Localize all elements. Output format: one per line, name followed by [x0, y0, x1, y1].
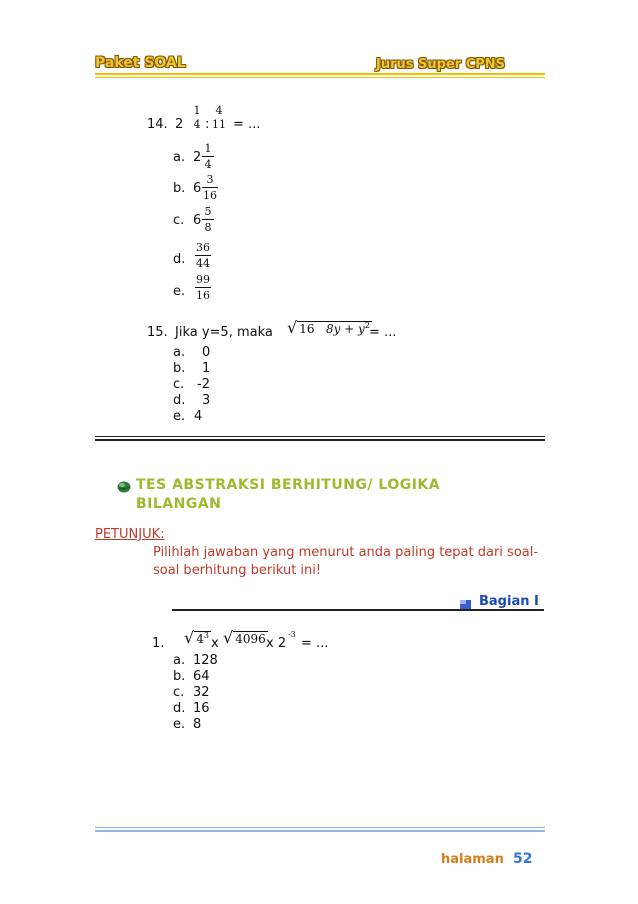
q14-option-b-fraction — [202, 173, 218, 202]
q15-option-c-value: -2 — [197, 377, 210, 392]
sqrt-symbol: √ — [287, 318, 298, 337]
q14-option-c-fraction — [202, 205, 214, 234]
q15-radical — [287, 318, 372, 337]
q1-times-1: x — [211, 636, 219, 651]
q1-equals: = ... — [301, 636, 329, 651]
q15-option-d-value: 3 — [202, 393, 211, 408]
instruction-line-1: Pilihlah jawaban yang menurut anda paling tepat dari soal- — [153, 545, 539, 560]
q1-number: 1. — [152, 636, 165, 651]
bagian-label: Bagian I — [479, 594, 539, 609]
q14-option-e-label: e. — [173, 284, 186, 299]
q14-option-e-fraction — [195, 273, 211, 302]
q1-radical-2 — [223, 628, 268, 647]
q15-option-b-value: 1 — [202, 361, 211, 376]
q14-f2-num: 4 — [215, 104, 223, 117]
square-bullet-icon — [460, 595, 472, 605]
q14-option-b-den: 16 — [203, 189, 217, 202]
q14-option-c-whole: 6 — [193, 213, 202, 228]
q1-option-d-value: 16 — [193, 701, 210, 716]
q15-option-e-label: e. — [173, 409, 186, 424]
q1-option-d-label: d. — [173, 701, 186, 716]
q1-radical-1 — [184, 628, 211, 647]
q14-fraction-2 — [210, 104, 228, 131]
footer-rule-thin — [95, 827, 545, 828]
petunjuk-label: PETUNJUK: — [95, 527, 165, 542]
q15-radicand-a: 16 — [299, 322, 315, 336]
q15-option-a-label: a. — [173, 345, 186, 360]
sqrt-symbol-2: √ — [223, 628, 234, 647]
q14-fraction-1 — [190, 104, 204, 131]
q1-option-b-value: 64 — [193, 669, 210, 684]
q15-radicand-exp: 2 — [364, 321, 370, 330]
separator-line-top — [95, 436, 545, 437]
q15-option-b-label: b. — [173, 361, 186, 376]
q15-number: 15. — [147, 325, 168, 340]
q1-option-b-label: b. — [173, 669, 186, 684]
bagian-rule — [172, 609, 544, 611]
q14-option-a-den: 4 — [204, 158, 212, 171]
q1-option-e-value: 8 — [193, 717, 202, 732]
section-title-line-2: BILANGAN — [136, 496, 222, 512]
q14-option-c-num: 5 — [204, 205, 212, 218]
q14-option-a-whole: 2 — [193, 150, 202, 165]
sqrt-symbol-1: √ — [184, 628, 195, 647]
q14-option-d-num: 36 — [196, 241, 210, 254]
footer-rule-thick — [95, 830, 545, 832]
q1-option-e-label: e. — [173, 717, 186, 732]
q1-r1-base: 4 — [196, 632, 204, 646]
q15-radicand-b: 8y + y — [325, 322, 365, 336]
q14-option-d-label: d. — [173, 252, 186, 267]
q14-option-b-label: b. — [173, 181, 186, 196]
q1-option-c-value: 32 — [193, 685, 210, 700]
q15-option-e-value: 4 — [194, 409, 203, 424]
q14-option-a-num: 1 — [204, 142, 212, 155]
q14-option-d-fraction — [195, 241, 211, 270]
q14-f1-den: 4 — [193, 118, 201, 131]
q15-option-c-label: c. — [173, 377, 185, 392]
page-number: 52 — [513, 851, 533, 867]
header-rule-thick — [95, 73, 545, 75]
q14-f2-den: 11 — [212, 118, 226, 131]
q15-equals: = ... — [369, 325, 397, 340]
q14-option-e-num: 99 — [196, 273, 210, 286]
separator-line-bottom — [95, 439, 545, 441]
q1-times-2: x 2 — [266, 636, 287, 651]
q1-r1-exp: 3 — [203, 631, 209, 640]
q1-option-c-label: c. — [173, 685, 185, 700]
q14-option-c-den: 8 — [204, 221, 212, 234]
q14-number: 14. — [147, 117, 168, 132]
q1-option-a-label: a. — [173, 653, 186, 668]
q15-option-a-value: 0 — [202, 345, 211, 360]
q14-f1-num: 1 — [193, 104, 201, 117]
q14-option-a-fraction — [202, 142, 214, 171]
q14-option-a-label: a. — [173, 150, 186, 165]
globe-icon — [117, 478, 131, 490]
header-left-title: Paket SOAL — [95, 55, 186, 71]
footer-halaman-label: halaman — [441, 852, 504, 867]
q14-equals: = ... — [233, 117, 261, 132]
q14-option-b-num: 3 — [206, 173, 214, 186]
instruction-line-2: soal berhitung berikut ini! — [153, 563, 322, 578]
q1-exponent: -3 — [288, 630, 296, 639]
q14-option-d-den: 44 — [196, 257, 210, 270]
q14-option-c-label: c. — [173, 213, 185, 228]
q15-text: Jika y=5, maka — [175, 325, 273, 340]
q1-option-a-value: 128 — [193, 653, 218, 668]
q14-option-b-whole: 6 — [193, 181, 202, 196]
q14-operator: : — [205, 117, 210, 132]
header-right-title: Jurus Super CPNS — [376, 57, 506, 72]
q14-option-e-den: 16 — [196, 289, 210, 302]
q15-option-d-label: d. — [173, 393, 186, 408]
q14-whole: 2 — [175, 117, 184, 132]
q1-r2: 4096 — [235, 632, 266, 646]
section-title-line-1: TES ABSTRAKSI BERHITUNG/ LOGIKA — [136, 477, 441, 493]
header-rule-thin — [95, 77, 545, 78]
